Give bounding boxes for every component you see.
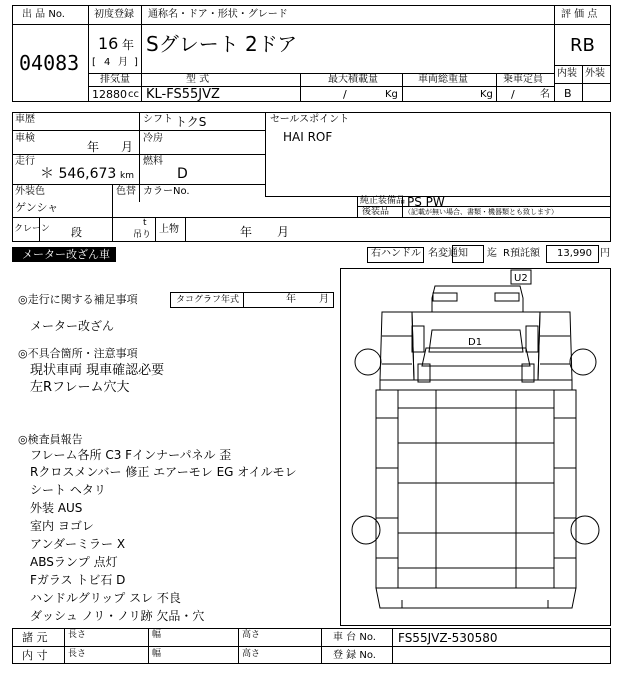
inspector-line: Fガラス トビ石 D (30, 573, 126, 587)
inspector-line: アンダーミラー X (30, 537, 126, 551)
name-change-box (452, 245, 484, 263)
interior-score: B (564, 87, 572, 100)
salespoint-value: HAI ROF (283, 130, 333, 144)
vehicle-name-label: 通称名・ドア・形状・グレード (148, 9, 288, 20)
tachograph-label: タコグラフ年式 (176, 295, 240, 305)
ac-label: 冷房 (143, 133, 163, 144)
crane-lift-label: 吊り (133, 230, 152, 240)
evaluation-label: 評 価 点 (561, 9, 598, 20)
model-label: 型 式 (186, 74, 210, 85)
mileage-value: ＊ 546,673 (40, 166, 117, 182)
exterior-label: 外装 (585, 68, 605, 79)
salespoint-label: セールスポイント (270, 114, 350, 125)
shift-label: シフト (143, 114, 173, 125)
aftermarket-note: （記載が無い場合、書類・機器類とも致します） (404, 208, 558, 216)
inspector-line: ABSランプ 点灯 (30, 555, 118, 569)
inspector-line: ハンドルグリップ スレ 不良 (30, 591, 181, 605)
registration-month: 4 (104, 57, 111, 68)
max-load-label: 最大積載量 (328, 74, 378, 85)
mileage-label: 走行 (15, 156, 35, 167)
equipment-label: 純正装備品 (360, 196, 406, 206)
chassis-label: 車 台 No. (333, 632, 376, 643)
shogen-label: 諸 元 (22, 631, 48, 644)
inspector-line: フレーム各所 C3 Fインナーパネル 歪 (30, 448, 232, 462)
aftermarket-label: 後装品 (362, 207, 390, 217)
chassis-number: FS55JVZ-530580 (398, 631, 498, 645)
platform-label: 上物 (159, 224, 179, 235)
inspector-line: Rクロスメンバー 修正 エアーモレ EG オイルモレ (30, 465, 297, 479)
inspector-line: ダッシュ ノリ・ノリ跡 欠品・穴 (30, 609, 205, 623)
naisun-label: 内 寸 (22, 649, 48, 662)
r-estimate-value: 13,990 (557, 248, 592, 259)
inspector-line: シート ヘタリ (30, 483, 106, 497)
color-value: ゲンシャ (15, 201, 59, 214)
capacity-label: 乗車定員 (503, 74, 543, 85)
evaluation-score: RB (570, 35, 595, 56)
running-note: メーター改ざん (30, 319, 115, 333)
displacement-label: 排気量 (100, 74, 130, 85)
running-label: ◎走行に関する補足事項 (18, 293, 138, 306)
inspector-line: 室内 ヨゴレ (30, 519, 94, 533)
registration-no-label: 登 録 No. (333, 650, 376, 661)
right-handle-label: 右ハンドル (371, 248, 421, 259)
lot-number: 04083 (19, 51, 80, 75)
history-label: 車歴 (15, 114, 35, 125)
equipment-value: PS PW (407, 195, 445, 209)
defects-label: ◎不具合箇所・注意事項 (18, 347, 138, 360)
displacement-value: 12880 (92, 88, 127, 101)
name-change-label: 名変通知 (428, 248, 468, 259)
defect-line: 左Rフレーム穴大 (30, 380, 130, 395)
registration-year: 16 (98, 34, 119, 53)
shift-value: トクS (175, 115, 207, 129)
interior-label: 内装 (557, 68, 577, 79)
vehicle-grade: Sグレート 2ドア (146, 32, 298, 56)
first-registration-label: 初度登録 (94, 9, 134, 20)
mark-d1: D1 (468, 337, 483, 348)
gross-weight-label: 車両総重量 (418, 74, 468, 85)
lot-number-label: 出 品 No. (22, 9, 65, 20)
inspection-label: 車検 (15, 133, 35, 144)
fuel-value: D (177, 166, 188, 182)
crane-label: クレーン (14, 224, 50, 234)
model-value: KL-FS55JVZ (146, 87, 220, 102)
color-no-label: カラーNo. (143, 186, 190, 197)
inspector-label: ◎検査員報告 (18, 433, 83, 446)
truck-diagram (340, 268, 611, 626)
defect-line: 現状車両 現車確認必要 (30, 363, 165, 378)
fuel-label: 燃料 (143, 156, 163, 167)
color-label: 外装色 (15, 186, 45, 197)
color-change-label: 色替 (116, 186, 136, 197)
inspector-line: 外装 AUS (30, 501, 83, 515)
r-estimate-label: R預託額 (503, 248, 540, 259)
mark-u2: U2 (514, 273, 528, 284)
meter-tampered-text: メーター改ざん車 (22, 248, 110, 261)
